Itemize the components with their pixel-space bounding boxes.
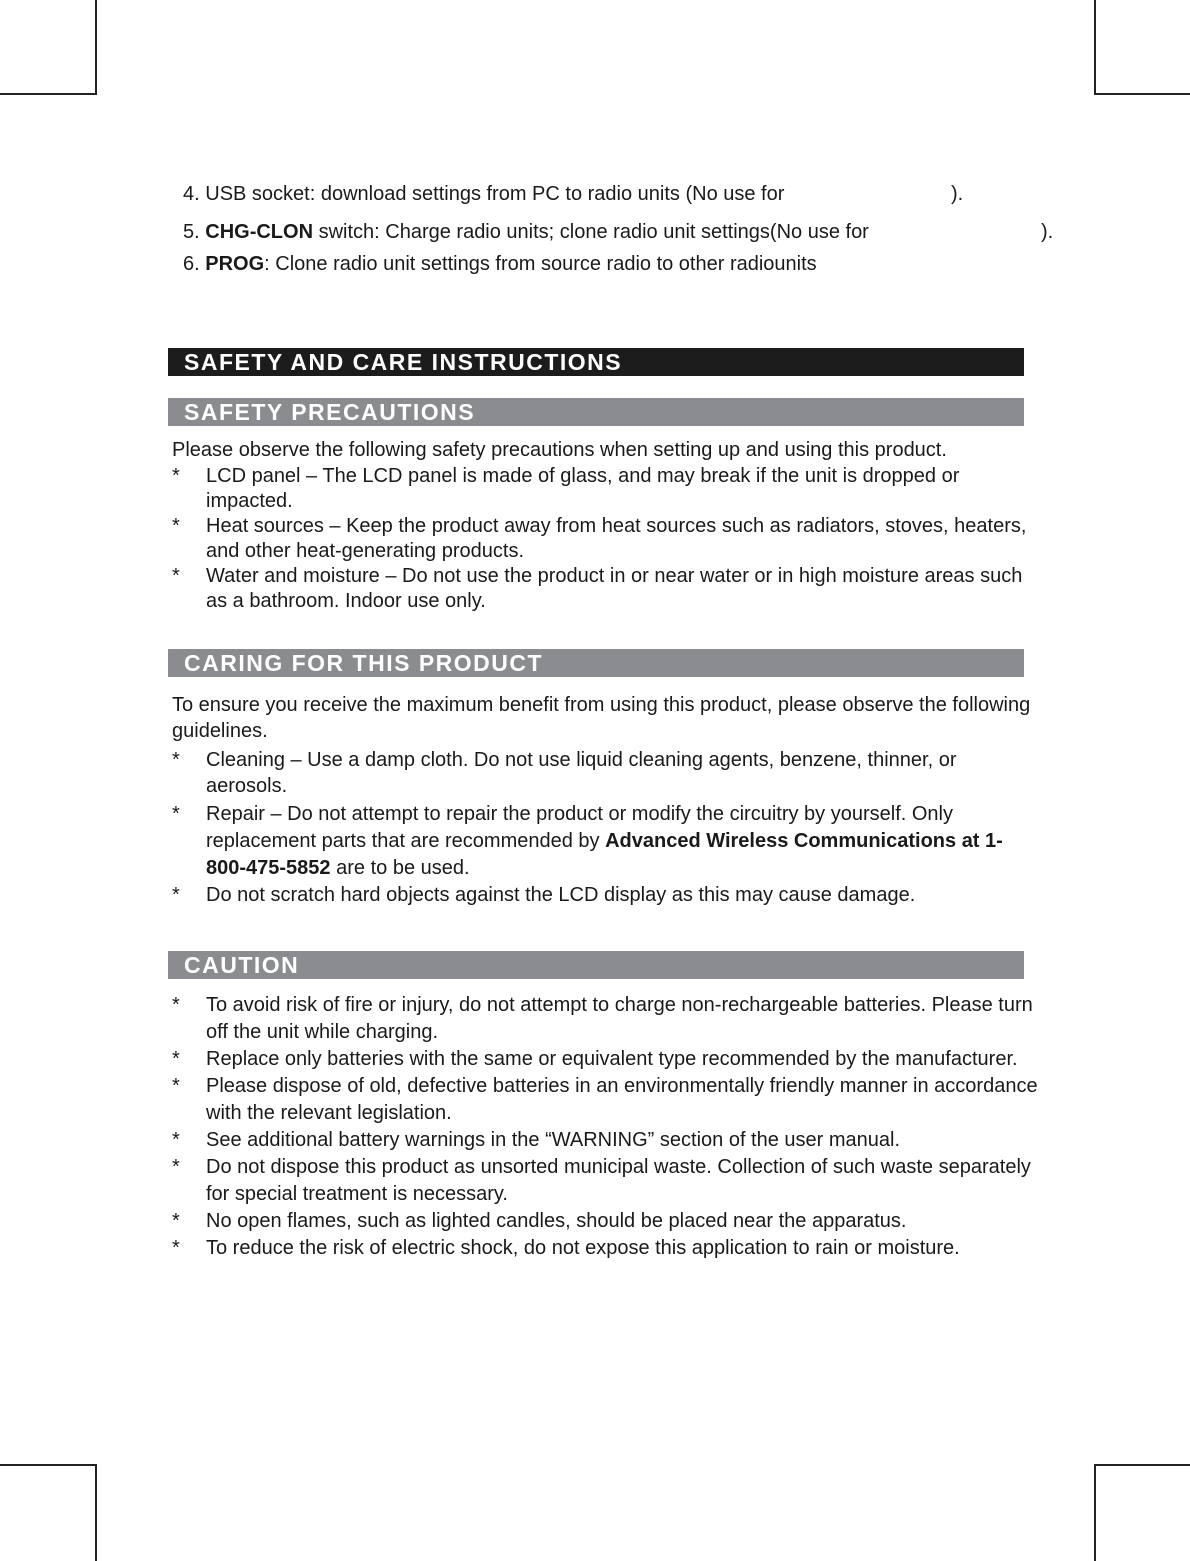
list-item — [172, 464, 1042, 514]
list-item — [172, 1154, 1042, 1208]
bullet-star: * — [172, 803, 180, 825]
list-item — [172, 801, 1042, 882]
precautions-intro: Please observe the following safety precautions when setting up and using this product. — [172, 439, 947, 461]
list-item — [172, 992, 1042, 1046]
bullet-star: * — [172, 1156, 180, 1178]
item-text: switch: Charge radio units; clone radio unit settings(No use for — [313, 221, 869, 243]
item-text: To avoid risk of fire or injury, do not attempt to charge non-rechargeable batteries. Please turn off the unit while charging. — [206, 994, 1033, 1043]
bullet-star: * — [172, 749, 180, 771]
caution-title: CAUTION — [168, 951, 1024, 979]
list-item — [172, 747, 1042, 799]
bullet-star: * — [172, 994, 180, 1016]
bullet-star: * — [172, 565, 180, 587]
caring-section — [172, 692, 1042, 908]
company-name: Advanced Wireless Communications — [605, 830, 957, 852]
item-text: Do not dispose this product as unsorted municipal waste. Collection of such waste separately for special treatment is necessary. — [206, 1156, 1031, 1205]
crop-mark-top-left-horizontal — [0, 93, 96, 95]
item-text: : Clone radio unit settings from source radio to other radiounits — [264, 253, 817, 275]
list-item — [172, 514, 1042, 564]
caring-title: CARING FOR THIS PRODUCT — [168, 649, 1024, 677]
crop-mark-bottom-right-vertical — [1094, 1464, 1096, 1561]
list-item — [172, 564, 1042, 614]
list-item — [172, 1046, 1042, 1073]
caution-list — [172, 992, 1042, 1262]
safety-precautions-title: SAFETY PRECAUTIONS — [168, 398, 1024, 426]
item-tail: ). — [951, 183, 964, 205]
item-text: Do not scratch hard objects against the LCD display as this may cause damage. — [206, 884, 916, 906]
item-bold-label: CHG-CLON — [205, 221, 314, 243]
bullet-star: * — [172, 465, 180, 487]
item-text: Repair – Do not attempt to repair the product or modify the circuitry by yourself. Only replacement parts that are recommended by — [206, 803, 953, 852]
list-item — [172, 1073, 1042, 1127]
list-item — [183, 218, 1063, 250]
list-item — [172, 1208, 1042, 1235]
crop-mark-top-right-vertical — [1094, 0, 1096, 95]
crop-mark-bottom-left-vertical — [95, 1464, 97, 1561]
bullet-star: * — [172, 1048, 180, 1070]
caution-section — [172, 992, 1042, 1262]
list-item — [172, 882, 1042, 908]
numbered-parts-list — [183, 180, 1063, 278]
item-text: No open flames, such as lighted candles, should be placed near the apparatus. — [206, 1210, 907, 1232]
item-bold-label: PROG — [205, 253, 265, 275]
caring-intro: To ensure you receive the maximum benefit from using this product, please observe the following guidelines. — [172, 694, 1031, 742]
bullet-star: * — [172, 1210, 180, 1232]
crop-mark-bottom-right-horizontal — [1094, 1464, 1190, 1466]
bullet-star: * — [172, 1237, 180, 1259]
item-number: 4. — [183, 183, 200, 205]
list-item — [183, 250, 1063, 278]
item-number: 6. — [183, 253, 200, 275]
item-number: 5. — [183, 221, 200, 243]
precautions-list — [172, 464, 1042, 614]
item-text: Heat sources – Keep the product away from heat sources such as radiators, stoves, heaters, and other heat-generating products. — [206, 515, 1027, 562]
item-text: USB socket: download settings from PC to radio units (No use for — [199, 183, 785, 205]
list-item — [172, 1127, 1042, 1154]
bullet-star: * — [172, 515, 180, 537]
caring-list — [172, 747, 1042, 908]
item-text: Water and moisture – Do not use the product in or near water or in high moisture areas such as a bathroom. Indoor use only. — [206, 565, 1023, 612]
safety-precautions-section — [172, 438, 1042, 614]
list-item — [172, 1235, 1042, 1262]
item-text: To reduce the risk of electric shock, do not expose this application to rain or moisture. — [206, 1237, 960, 1259]
crop-mark-bottom-left-horizontal — [0, 1464, 96, 1466]
crop-mark-top-right-horizontal — [1094, 93, 1190, 95]
item-text: LCD panel – The LCD panel is made of glass, and may break if the unit is dropped or impacted. — [206, 465, 960, 512]
item-tail: ). — [1041, 221, 1054, 243]
bullet-star: * — [172, 884, 180, 906]
item-text: See additional battery warnings in the “WARNING” section of the user manual. — [206, 1129, 901, 1151]
item-text: Cleaning – Use a damp cloth. Do not use liquid cleaning agents, benzene, thinner, or aerosols. — [206, 749, 957, 797]
item-text: Please dispose of old, defective batteries in an environmentally friendly manner in accordance with the relevant legislation. — [206, 1075, 1038, 1124]
crop-mark-top-left-vertical — [95, 0, 97, 95]
bullet-star: * — [172, 1129, 180, 1151]
item-text-end: are to be used. — [330, 857, 470, 879]
company-phone: at 1-800-475-5852 — [206, 830, 1003, 879]
list-item — [183, 180, 1063, 218]
item-text: Replace only batteries with the same or equivalent type recommended by the manufacturer. — [206, 1048, 1018, 1070]
bullet-star: * — [172, 1075, 180, 1097]
main-section-title: SAFETY AND CARE INSTRUCTIONS — [168, 348, 1024, 376]
